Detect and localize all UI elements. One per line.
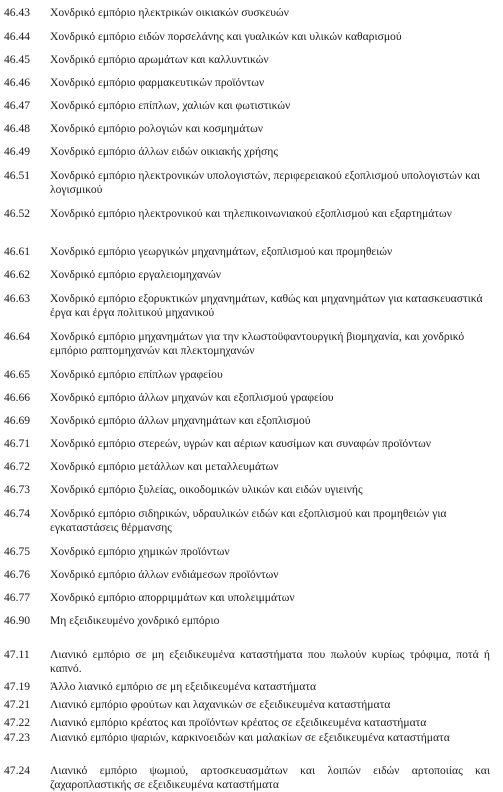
nace-code: 46.71 xyxy=(4,437,31,450)
activity-description: Χονδρικό εμπόριο μετάλλων και μεταλλευμάτων xyxy=(50,460,279,473)
activity-description: Χονδρικό εμπόριο ρολογιών και κοσμημάτων xyxy=(50,122,263,135)
activity-description: Χονδρικό εμπόριο άλλων μηχανών και εξοπλισμού γραφείου xyxy=(50,391,334,404)
nace-code: 46.44 xyxy=(4,30,31,43)
activity-description: Χονδρικό εμπόριο αρωμάτων και καλλυντικών xyxy=(50,53,269,66)
activity-description: Χονδρικό εμπόριο απορριμμάτων και υπολειμμάτων xyxy=(50,591,295,604)
activity-description: Χονδρικό εμπόριο επίπλων, χαλιών και φωτιστικών xyxy=(50,99,291,112)
nace-code: 46.46 xyxy=(4,76,31,89)
nace-code: 46.64 xyxy=(4,330,31,343)
activity-description: Χονδρικό εμπόριο χημικών προϊόντων xyxy=(50,545,230,558)
activity-description: Χονδρικό εμπόριο άλλων ενδιάμεσων προϊόντων xyxy=(50,568,279,581)
nace-code: 46.69 xyxy=(4,414,31,427)
nace-code: 46.74 xyxy=(4,507,31,520)
activity-description: Χονδρικό εμπόριο σιδηρικών, υδραυλικών ειδών και εξοπλισμού και προμηθειών για εγκαταστάσεις θέρμανσης xyxy=(50,507,447,534)
nace-code: 46.63 xyxy=(4,292,31,305)
activity-description: Λιανικό εμπόριο φρούτων και λαχανικών σε εξειδικευμένα καταστήματα xyxy=(50,698,391,711)
activity-description: Χονδρικό εμπόριο άλλων μηχανημάτων και εξοπλισμού xyxy=(50,414,311,427)
activity-description: Λιανικό εμπόριο ψαριών, καρκινοειδών και μαλακίων σε εξειδικευμένα καταστήματα xyxy=(50,731,450,744)
activity-description: Χονδρικό εμπόριο εξορυκτικών μηχανημάτων, καθώς και μηχανημάτων για κατασκευαστικά έργα και έργα πολιτικού μηχανικού xyxy=(50,292,483,319)
nace-code: 46.48 xyxy=(4,122,31,135)
nace-code: 46.90 xyxy=(4,614,31,627)
nace-code: 46.43 xyxy=(4,6,31,19)
nace-code: 46.72 xyxy=(4,460,31,473)
nace-code: 47.19 xyxy=(4,680,31,693)
nace-code: 46.49 xyxy=(4,145,31,158)
activity-description: Χονδρικό εμπόριο ηλεκτρονικού και τηλεπικοινωνιακού εξοπλισμού και εξαρτημάτων xyxy=(50,207,452,220)
nace-code: 47.21 xyxy=(4,698,31,711)
activity-description: Χονδρικό εμπόριο μηχανημάτων για την κλωστοϋφαντουργική βιομηχανία, και χονδρικό εμπόριο ραπτομηχανών και πλεκτομηχανών xyxy=(50,330,465,357)
nace-code: 46.77 xyxy=(4,591,31,604)
activity-description: Χονδρικό εμπόριο ηλεκτρικών οικιακών συσκευών xyxy=(50,6,289,19)
nace-code: 46.62 xyxy=(4,268,31,281)
activity-description: Χονδρικό εμπόριο επίπλων γραφείου xyxy=(50,368,223,381)
nace-code: 46.66 xyxy=(4,391,31,404)
activity-description: Λιανικό εμπόριο κρέατος και προϊόντων κρέατος σε εξειδικευμένα καταστήματα xyxy=(50,716,427,729)
activity-description: Χονδρικό εμπόριο ξυλείας, οικοδομικών υλικών και ειδών υγιεινής xyxy=(50,483,363,496)
nace-code: 46.73 xyxy=(4,483,31,496)
nace-code: 47.23 xyxy=(4,731,31,744)
nace-code: 46.75 xyxy=(4,545,31,558)
activity-description: Χονδρικό εμπόριο ειδών πορσελάνης και γυαλικών και υλικών καθαρισμού xyxy=(50,30,402,43)
nace-code: 46.65 xyxy=(4,368,31,381)
nace-code: 46.61 xyxy=(4,245,31,258)
nace-code: 47.24 xyxy=(4,764,31,777)
activity-description: Λιανικό εμπόριο ψωμιού, αρτοσκευασμάτων και λοιπών ειδών αρτοποιίας και ζαχαροπλαστικής σε εξειδικευμένα καταστήματα xyxy=(50,764,490,791)
nace-code: 47.11 xyxy=(4,648,30,661)
activity-description: Μη εξειδικευμένο χονδρικό εμπόριο xyxy=(50,614,220,627)
nace-code: 46.76 xyxy=(4,568,31,581)
nace-code: 46.52 xyxy=(4,207,31,220)
activity-description: Άλλο λιανικό εμπόριο σε μη εξειδικευμένα καταστήματα xyxy=(50,680,317,693)
nace-code: 46.47 xyxy=(4,99,31,112)
activity-description: Χονδρικό εμπόριο στερεών, υγρών και αέριων καυσίμων και συναφών προϊόντων xyxy=(50,437,432,450)
activity-description: Λιανικό εμπόριο σε μη εξειδικευμένα καταστήματα που πωλούν κυρίως τρόφιμα, ποτά ή καπνό. xyxy=(50,648,490,675)
activity-description: Χονδρικό εμπόριο ηλεκτρονικών υπολογιστών, περιφερειακού εξοπλισμού υπολογιστών και λογισμικού xyxy=(50,169,481,196)
nace-code: 47.22 xyxy=(4,716,31,729)
activity-description: Χονδρικό εμπόριο εργαλειομηχανών xyxy=(50,268,222,281)
activity-description: Χονδρικό εμπόριο φαρμακευτικών προϊόντων xyxy=(50,76,265,89)
nace-code: 46.51 xyxy=(4,169,31,182)
activity-description: Χονδρικό εμπόριο άλλων ειδών οικιακής χρήσης xyxy=(50,145,278,158)
activity-description: Χονδρικό εμπόριο γεωργικών μηχανημάτων, εξοπλισμού και προμηθειών xyxy=(50,245,393,258)
nace-code: 46.45 xyxy=(4,53,31,66)
